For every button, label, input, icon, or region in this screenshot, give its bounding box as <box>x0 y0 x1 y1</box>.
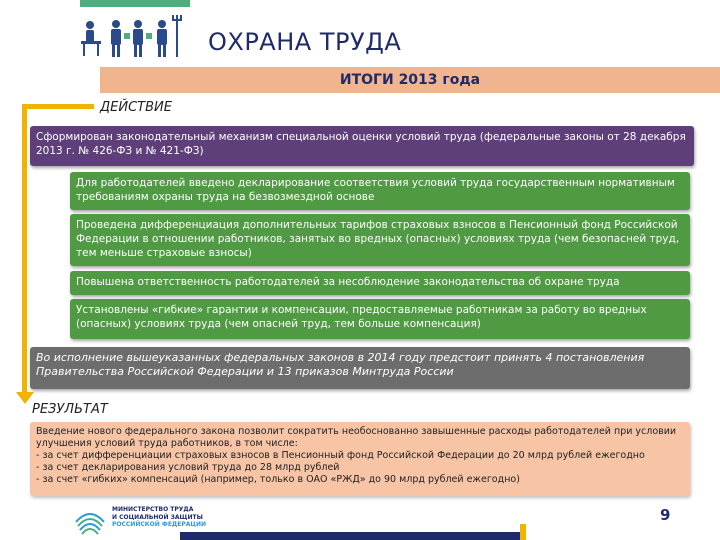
action-item-declaration: Для работодателей введено декларирование соответствия условий труда государственным нормативным требованиям охраны труда на безвозмездной основе <box>70 172 690 210</box>
action-item-tariffs: Проведена дифференциация дополнительных тарифов страховых взносов в Пенсионный фонд Российской Федерации в отношении работников, занятых во вредных (опасных) условиях труда (чем безопасней труд, тем меньше страховые взносы) <box>70 214 690 266</box>
timeline-arrow-vertical <box>22 104 27 394</box>
action-item-guarantees: Установлены «гибкие» гарантии и компенсации, предоставляемые работникам за работу во вредных (опасных) условиях труда (чем опасней труд, тем больше компенсация) <box>70 299 690 339</box>
action-item-implementation: Во исполнение вышеуказанных федеральных законов в 2014 году предстоит принять 4 постановления Правительства Российской Федерации и 13 приказов Минтруда России <box>30 347 690 389</box>
action-item-legislation: Сформирован законодательный механизм специальной оценки условий труда (федеральные законы от 28 декабря 2013 г. № 426-ФЗ и № 421-ФЗ) <box>30 126 694 166</box>
action-label: ДЕЙСТВИЕ <box>100 100 172 115</box>
subtitle-text: ИТОГИ 2013 года <box>339 72 481 88</box>
ministry-name <box>112 506 206 529</box>
footer-bar <box>180 532 520 540</box>
header-accent-bar <box>80 0 190 7</box>
footer-accent <box>520 524 526 540</box>
ministry-name-line: И СОЦИАЛЬНОЙ ЗАЩИТЫ <box>112 513 203 521</box>
page-title: ОХРАНА ТРУДА <box>208 28 402 56</box>
ministry-logo-icon <box>72 502 108 538</box>
action-item-responsibility: Повышена ответственность работодателей за несоблюдение законодательства об охране труда <box>70 271 690 295</box>
result-label: РЕЗУЛЬТАТ <box>32 402 108 417</box>
ministry-name-line: МИНИСТЕРСТВО ТРУДА <box>112 506 194 513</box>
subtitle-bar <box>100 67 720 93</box>
workers-icon <box>80 15 190 59</box>
page-number: 9 <box>660 506 671 524</box>
result-line: - за счет дифференциации страховых взносов в Пенсионный фонд Российской Федерации до 20 млрд рублей ежегодно <box>36 450 645 461</box>
result-line: улучшения условий труда работников, в том числе: <box>36 438 298 449</box>
result-line: Введение нового федерального закона позволит сократить необоснованно завышенные расходы работодателей при условии <box>36 426 677 437</box>
result-box <box>30 422 690 496</box>
ministry-name-line: РОССИЙСКОЙ ФЕДЕРАЦИИ <box>112 521 207 528</box>
result-line: - за счет «гибких» компенсаций (например, только в ОАО «РЖД» до 90 млрд рублей ежегодно) <box>36 474 520 485</box>
result-line: - за счет декларирования условий труда до 28 млрд рублей <box>36 462 340 473</box>
timeline-arrow-top <box>22 104 94 109</box>
